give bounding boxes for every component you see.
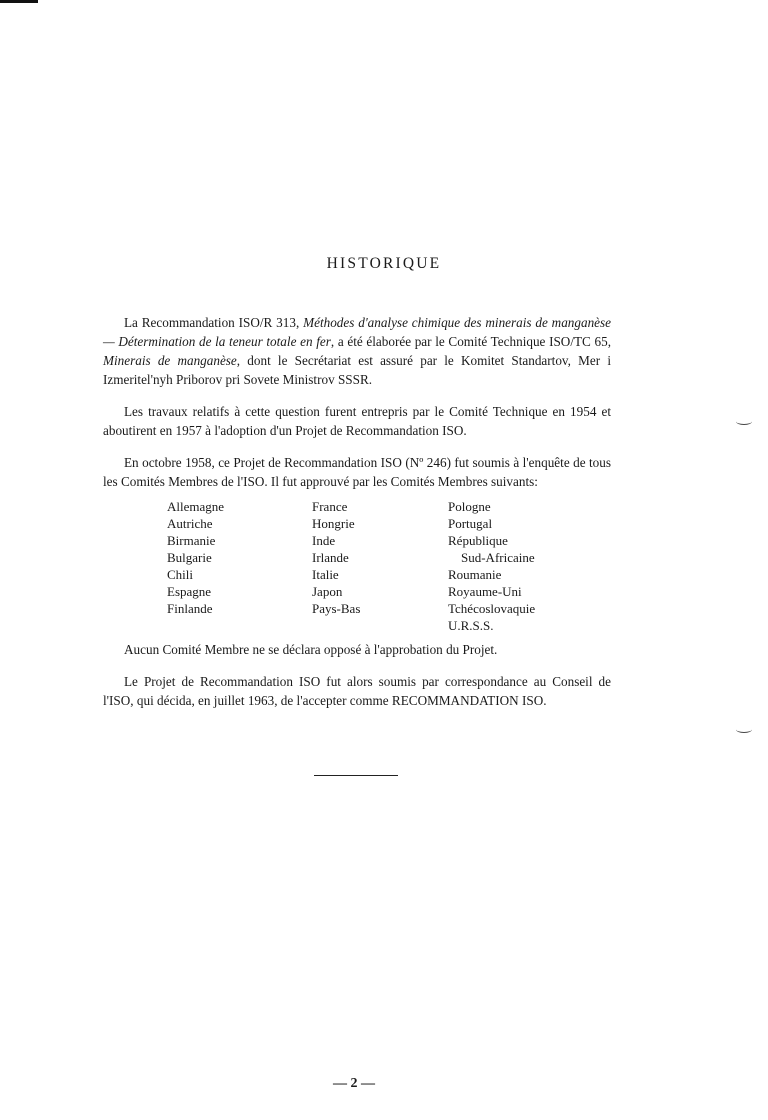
p1-italic-committee: Minerais de manganèse [103, 353, 237, 368]
country-item: Pologne [448, 499, 491, 514]
paragraph-1 [103, 313, 611, 389]
corner-mark [0, 0, 38, 3]
paragraph-3: En octobre 1958, ce Projet de Recommandation ISO (Nº 246) fut soumis à l'enquête de tous les Comités Membres de l'ISO. Il fut approuvé par les Comités Membres suivants: [103, 455, 611, 489]
country-item: Birmanie [167, 533, 216, 548]
country-item: Chili [167, 567, 194, 582]
country-item-continuation: Sud-Africaine [461, 550, 535, 565]
country-item: France [312, 499, 348, 514]
p1-text-1: La Recommandation ISO/R 313, [124, 315, 304, 330]
country-item: Irlande [312, 550, 349, 565]
paragraph-5: Le Projet de Recommandation ISO fut alors soumis par correspondance au Conseil de l'ISO, qui décida, en juillet 1963, de l'accepter comme RECOMMANDATION ISO. [103, 674, 611, 708]
country-item: Portugal [448, 516, 493, 531]
country-item: Japon [312, 584, 343, 599]
member-countries-list [167, 498, 611, 634]
paragraph-4: Aucun Comité Membre ne se déclara opposé à l'approbation du Projet. [124, 642, 498, 657]
margin-mark [736, 726, 752, 733]
separator-rule [314, 775, 398, 776]
country-item: Autriche [167, 516, 213, 531]
country-item: Royaume-Uni [448, 584, 522, 599]
p1-text-2: , a été élaborée par le Comité Technique ISO/TC 65, [330, 334, 611, 349]
country-item: Bulgarie [167, 550, 212, 565]
country-item: Finlande [167, 601, 213, 616]
country-item: Inde [312, 533, 336, 548]
page-number: — 2 — [333, 1076, 375, 1091]
countries-column-1 [167, 498, 312, 634]
country-item: Hongrie [312, 516, 355, 531]
country-item: Italie [312, 567, 339, 582]
country-item: Espagne [167, 584, 212, 599]
country-item: Roumanie [448, 567, 502, 582]
p1-text-3: , dont le Secrétariat est assuré par le Komitet Standartov, Mer i Izmeritel'nyh Priborov pri Sovete Ministrov SSSR. [103, 353, 611, 387]
countries-column-3 [448, 498, 598, 634]
country-item: République [448, 533, 508, 548]
country-item: Pays-Bas [312, 601, 361, 616]
p1-italic-title: Méthodes d'analyse chimique des minerais de manganèse — Détermination de la teneur totale en fer [103, 315, 612, 349]
country-item: Allemagne [167, 499, 225, 514]
countries-column-2 [312, 498, 448, 634]
margin-mark [736, 418, 752, 425]
body-text [103, 313, 611, 710]
page-title: HISTORIQUE [326, 255, 442, 273]
country-item: U.R.S.S. [448, 618, 494, 633]
country-item: Tchécoslovaquie [448, 601, 536, 616]
paragraph-2: Les travaux relatifs à cette question furent entrepris par le Comité Technique en 1954 et aboutirent en 1957 à l'adoption d'un Projet de Recommandation ISO. [103, 404, 611, 438]
